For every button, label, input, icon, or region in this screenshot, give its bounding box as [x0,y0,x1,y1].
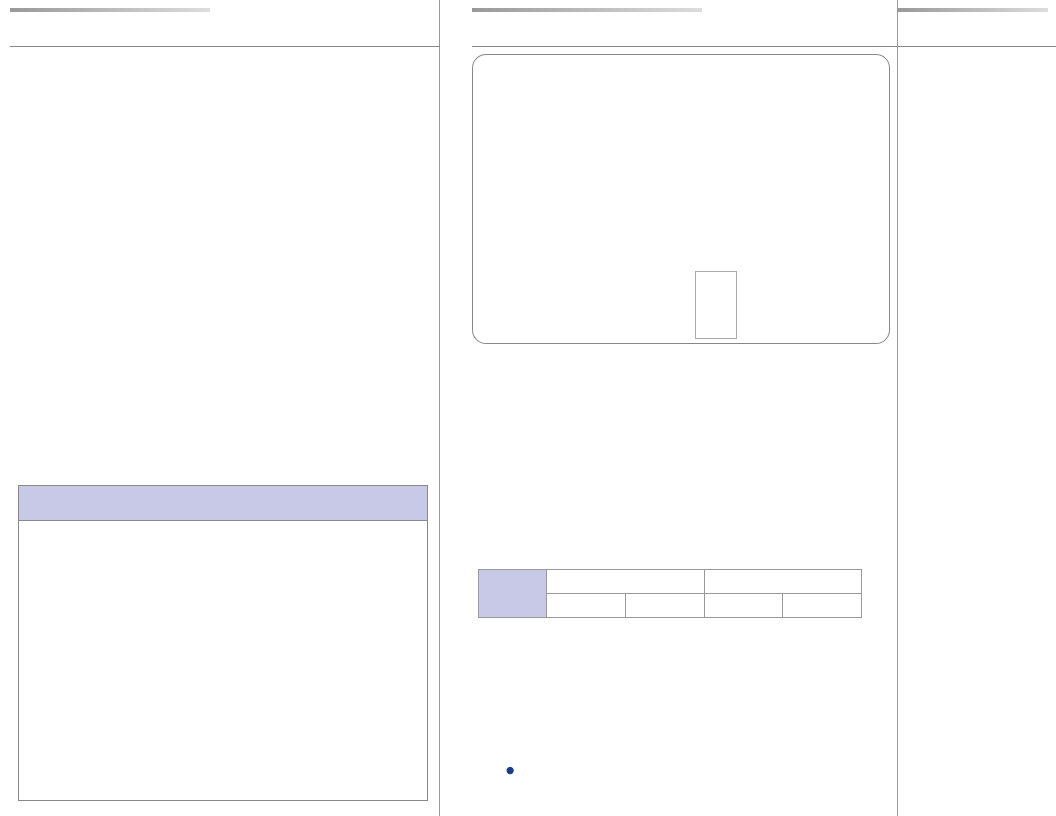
services-heading [478,26,484,42]
staff [904,568,1054,584]
address [904,696,1054,716]
divider [898,46,1056,47]
top-rule [472,8,702,12]
offering-list [18,521,428,801]
groups [904,476,1054,484]
service-times-heading [904,74,1054,86]
church-info-column [897,0,1056,816]
bullet-icon: ● [506,765,515,776]
weekly-service [904,224,1054,239]
top-rule [898,8,1048,12]
sunday-service [904,98,1054,113]
divider [10,46,440,47]
vision-badge [695,271,737,339]
role-header [479,570,547,618]
announcements-column [0,0,440,816]
week1-header [547,570,705,594]
top-rule [10,8,210,12]
vision-box [472,54,890,344]
divider [472,46,897,47]
announcements-heading [14,26,20,42]
week2-header [704,570,862,594]
services-column [442,0,897,816]
offering-header [18,485,428,521]
bible-study [904,368,1054,380]
fellowship-schedule [506,764,514,778]
duty-table [478,569,862,618]
